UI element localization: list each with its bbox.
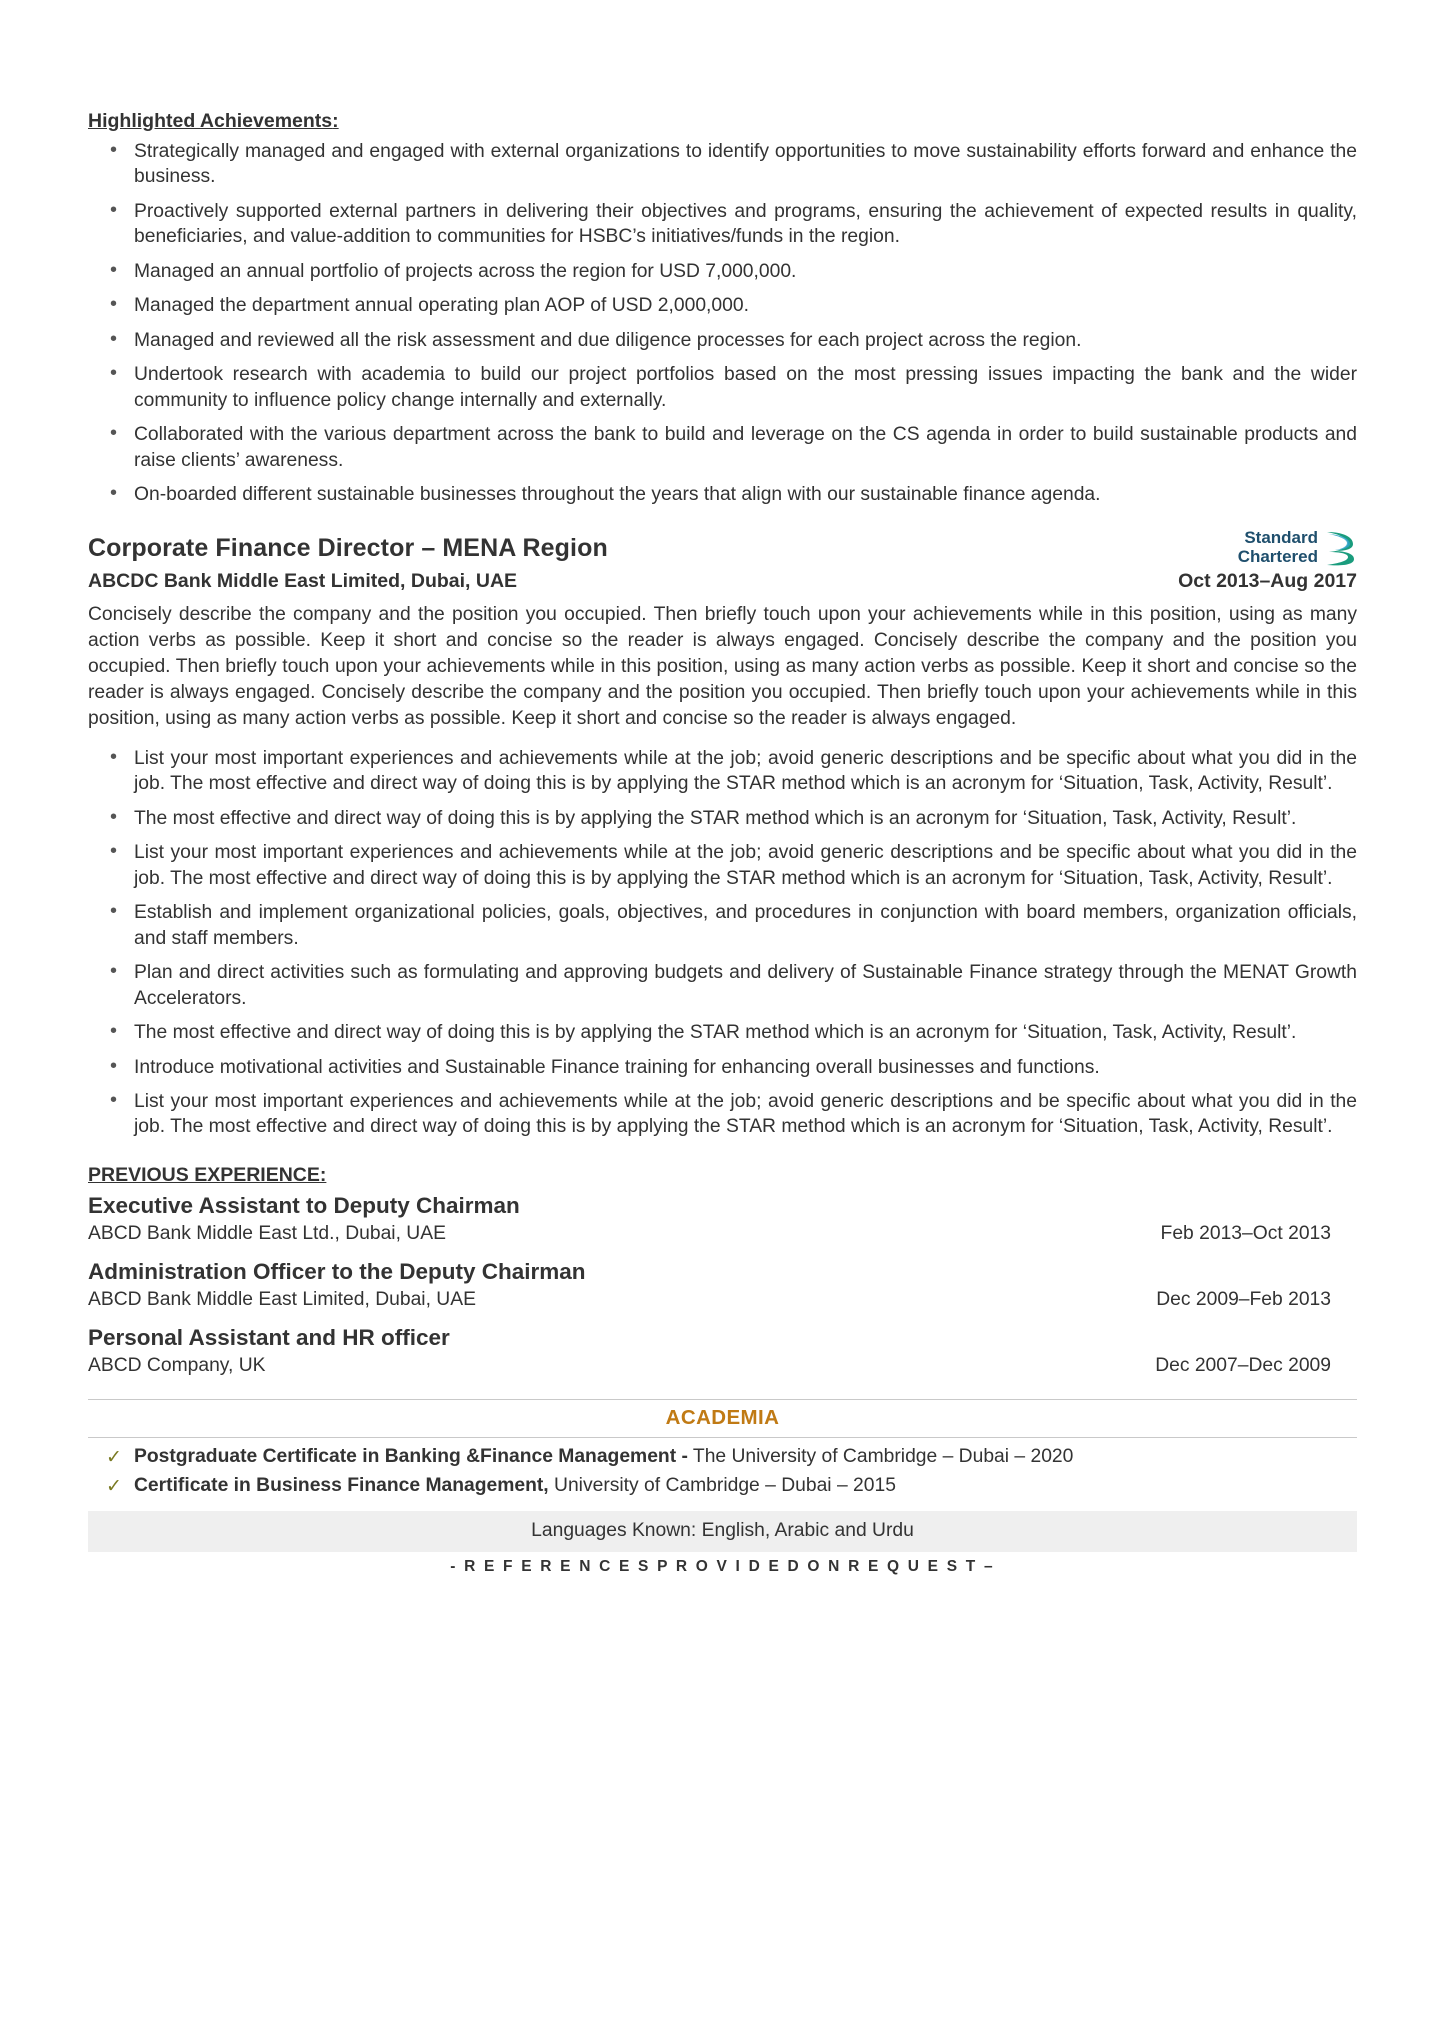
previous-role: Personal Assistant and HR officer xyxy=(88,1324,450,1350)
previous-role: Administration Officer to the Deputy Chairman xyxy=(88,1258,586,1284)
academia-list xyxy=(88,1446,1357,1497)
academia-degree: Certificate in Business Finance Management, xyxy=(134,1474,549,1496)
previous-employer: ABCD Company, UK xyxy=(88,1354,266,1376)
check-icon: ✓ xyxy=(106,1475,122,1497)
list-item: • On-boarded different sustainable businesses throughout the years that align with our sustainable finance agenda. xyxy=(88,482,1357,507)
list-item: • List your most important experiences and achievements while at the job; avoid generic descriptions and be specific about what you did in the job. The most effective and direct way of doing this is by applying the STAR method which is an acronym for ‘Situation, Task, Activity, Result’. xyxy=(88,840,1357,891)
list-item: • List your most important experiences and achievements while at the job; avoid generic descriptions and be specific about what you did in the job. The most effective and direct way of doing this is by applying the STAR method which is an acronym for ‘Situation, Task, Activity, Result’. xyxy=(88,746,1357,797)
standard-chartered-mark-icon xyxy=(1323,529,1357,567)
highlighted-achievements-list xyxy=(88,139,1357,508)
academia-institution: University of Cambridge – Dubai – 2015 xyxy=(548,1474,896,1496)
check-icon: ✓ xyxy=(106,1446,122,1468)
previous-experience-item xyxy=(88,1259,1357,1311)
previous-detail-row xyxy=(88,1355,1357,1377)
job-employer: ABCDC Bank Middle East Limited, Dubai, UAE xyxy=(88,569,518,592)
previous-dates: Dec 2007–Dec 2009 xyxy=(1155,1354,1331,1376)
list-item: • The most effective and direct way of doing this is by applying the STAR method which is an acronym for ‘Situation, Task, Activity, Result’. xyxy=(88,806,1357,831)
list-item: • Managed and reviewed all the risk assessment and due diligence processes for each project across the region. xyxy=(88,328,1357,353)
previous-experience-item xyxy=(88,1325,1357,1377)
languages-bar: Languages Known: English, Arabic and Urdu xyxy=(88,1511,1357,1552)
highlighted-achievements-label: Highlighted Achievements xyxy=(88,110,333,132)
job-employer-row xyxy=(88,570,1357,593)
job-dates: Oct 2013–Aug 2017 xyxy=(1178,569,1357,592)
academia-section xyxy=(88,1399,1357,1497)
list-item: • List your most important experiences and achievements while at the job; avoid generic descriptions and be specific about what you did in the job. The most effective and direct way of doing this is by applying the STAR method which is an acronym for ‘Situation, Task, Activity, Result’. xyxy=(88,1089,1357,1140)
previous-employer: ABCD Bank Middle East Ltd., Dubai, UAE xyxy=(88,1222,446,1244)
list-item: • Introduce motivational activities and Sustainable Finance training for enhancing overall businesses and functions. xyxy=(88,1055,1357,1080)
job-entry xyxy=(88,527,1357,1140)
previous-role: Executive Assistant to Deputy Chairman xyxy=(88,1192,520,1218)
academia-institution: The University of Cambridge – Dubai – 2020 xyxy=(687,1445,1074,1467)
previous-experience-heading: PREVIOUS EXPERIENCE: xyxy=(88,1163,327,1186)
list-item: • Managed an annual portfolio of projects across the region for USD 7,000,000. xyxy=(88,259,1357,284)
list-item: • Establish and implement organizational policies, goals, objectives, and procedures in conjunction with board members, organization officials, and staff members. xyxy=(88,900,1357,951)
academia-title: ACADEMIA xyxy=(88,1399,1357,1438)
references-note: - R E F E R E N C E S P R O V I D E D O N R E Q U E S T – xyxy=(450,1557,995,1575)
list-item xyxy=(88,1475,1357,1497)
list-item: • Strategically managed and engaged with external organizations to identify opportunities to move sustainability efforts forward and enhance the business. xyxy=(88,139,1357,190)
list-item: • The most effective and direct way of doing this is by applying the STAR method which is an acronym for ‘Situation, Task, Activity, Result’. xyxy=(88,1020,1357,1045)
logo-line-1: Standard xyxy=(1244,527,1318,547)
list-item: • Collaborated with the various department across the bank to build and leverage on the CS agenda in order to build sustainable products and raise clients’ awareness. xyxy=(88,422,1357,473)
previous-dates: Dec 2009–Feb 2013 xyxy=(1156,1288,1331,1310)
list-item: • Undertook research with academia to build our project portfolios based on the most pressing issues impacting the bank and the wider community to influence policy change internally and externally. xyxy=(88,362,1357,413)
list-item: • Managed the department annual operating plan AOP of USD 2,000,000. xyxy=(88,293,1357,318)
list-item: • Plan and direct activities such as formulating and approving budgets and delivery of Sustainable Finance strategy through the MENAT Growth Accelerators. xyxy=(88,960,1357,1011)
job-description: Concisely describe the company and the position you occupied. Then briefly touch upon your achievements while in this position, using as many action verbs as possible. Keep it short and concise so the reader is always engaged. Concisely describe the company and the position you occupied. Then briefly touch upon your achievements while in this position, using as many action verbs as possible. Keep it short and concise so the reader is always engaged. Concisely describe the company and the position you occupied. Then briefly touch upon your achievements while in this position, using as many action verbs as possible. Keep it short and concise so the reader is always engaged. xyxy=(88,603,1357,729)
logo-text xyxy=(1238,529,1323,566)
highlighted-achievements-colon: : xyxy=(332,110,339,132)
job-bullets-list xyxy=(88,746,1357,1140)
previous-detail-row xyxy=(88,1223,1357,1245)
previous-dates: Feb 2013–Oct 2013 xyxy=(1160,1222,1331,1244)
previous-experience-item xyxy=(88,1193,1357,1245)
standard-chartered-logo xyxy=(1207,522,1357,574)
job-title: Corporate Finance Director – MENA Region xyxy=(88,533,608,562)
list-item: • Proactively supported external partners in delivering their objectives and programs, ensuring the achievement of expected results in quality, beneficiaries, and value-addition to communities for HSBC’s initiatives/funds in the region. xyxy=(88,199,1357,250)
list-item xyxy=(88,1446,1357,1468)
previous-employer: ABCD Bank Middle East Limited, Dubai, UAE xyxy=(88,1288,476,1310)
previous-detail-row xyxy=(88,1289,1357,1311)
highlighted-achievements-heading xyxy=(88,110,1357,133)
academia-degree: Postgraduate Certificate in Banking &Finance Management - xyxy=(134,1445,688,1467)
logo-line-2: Chartered xyxy=(1237,546,1318,566)
